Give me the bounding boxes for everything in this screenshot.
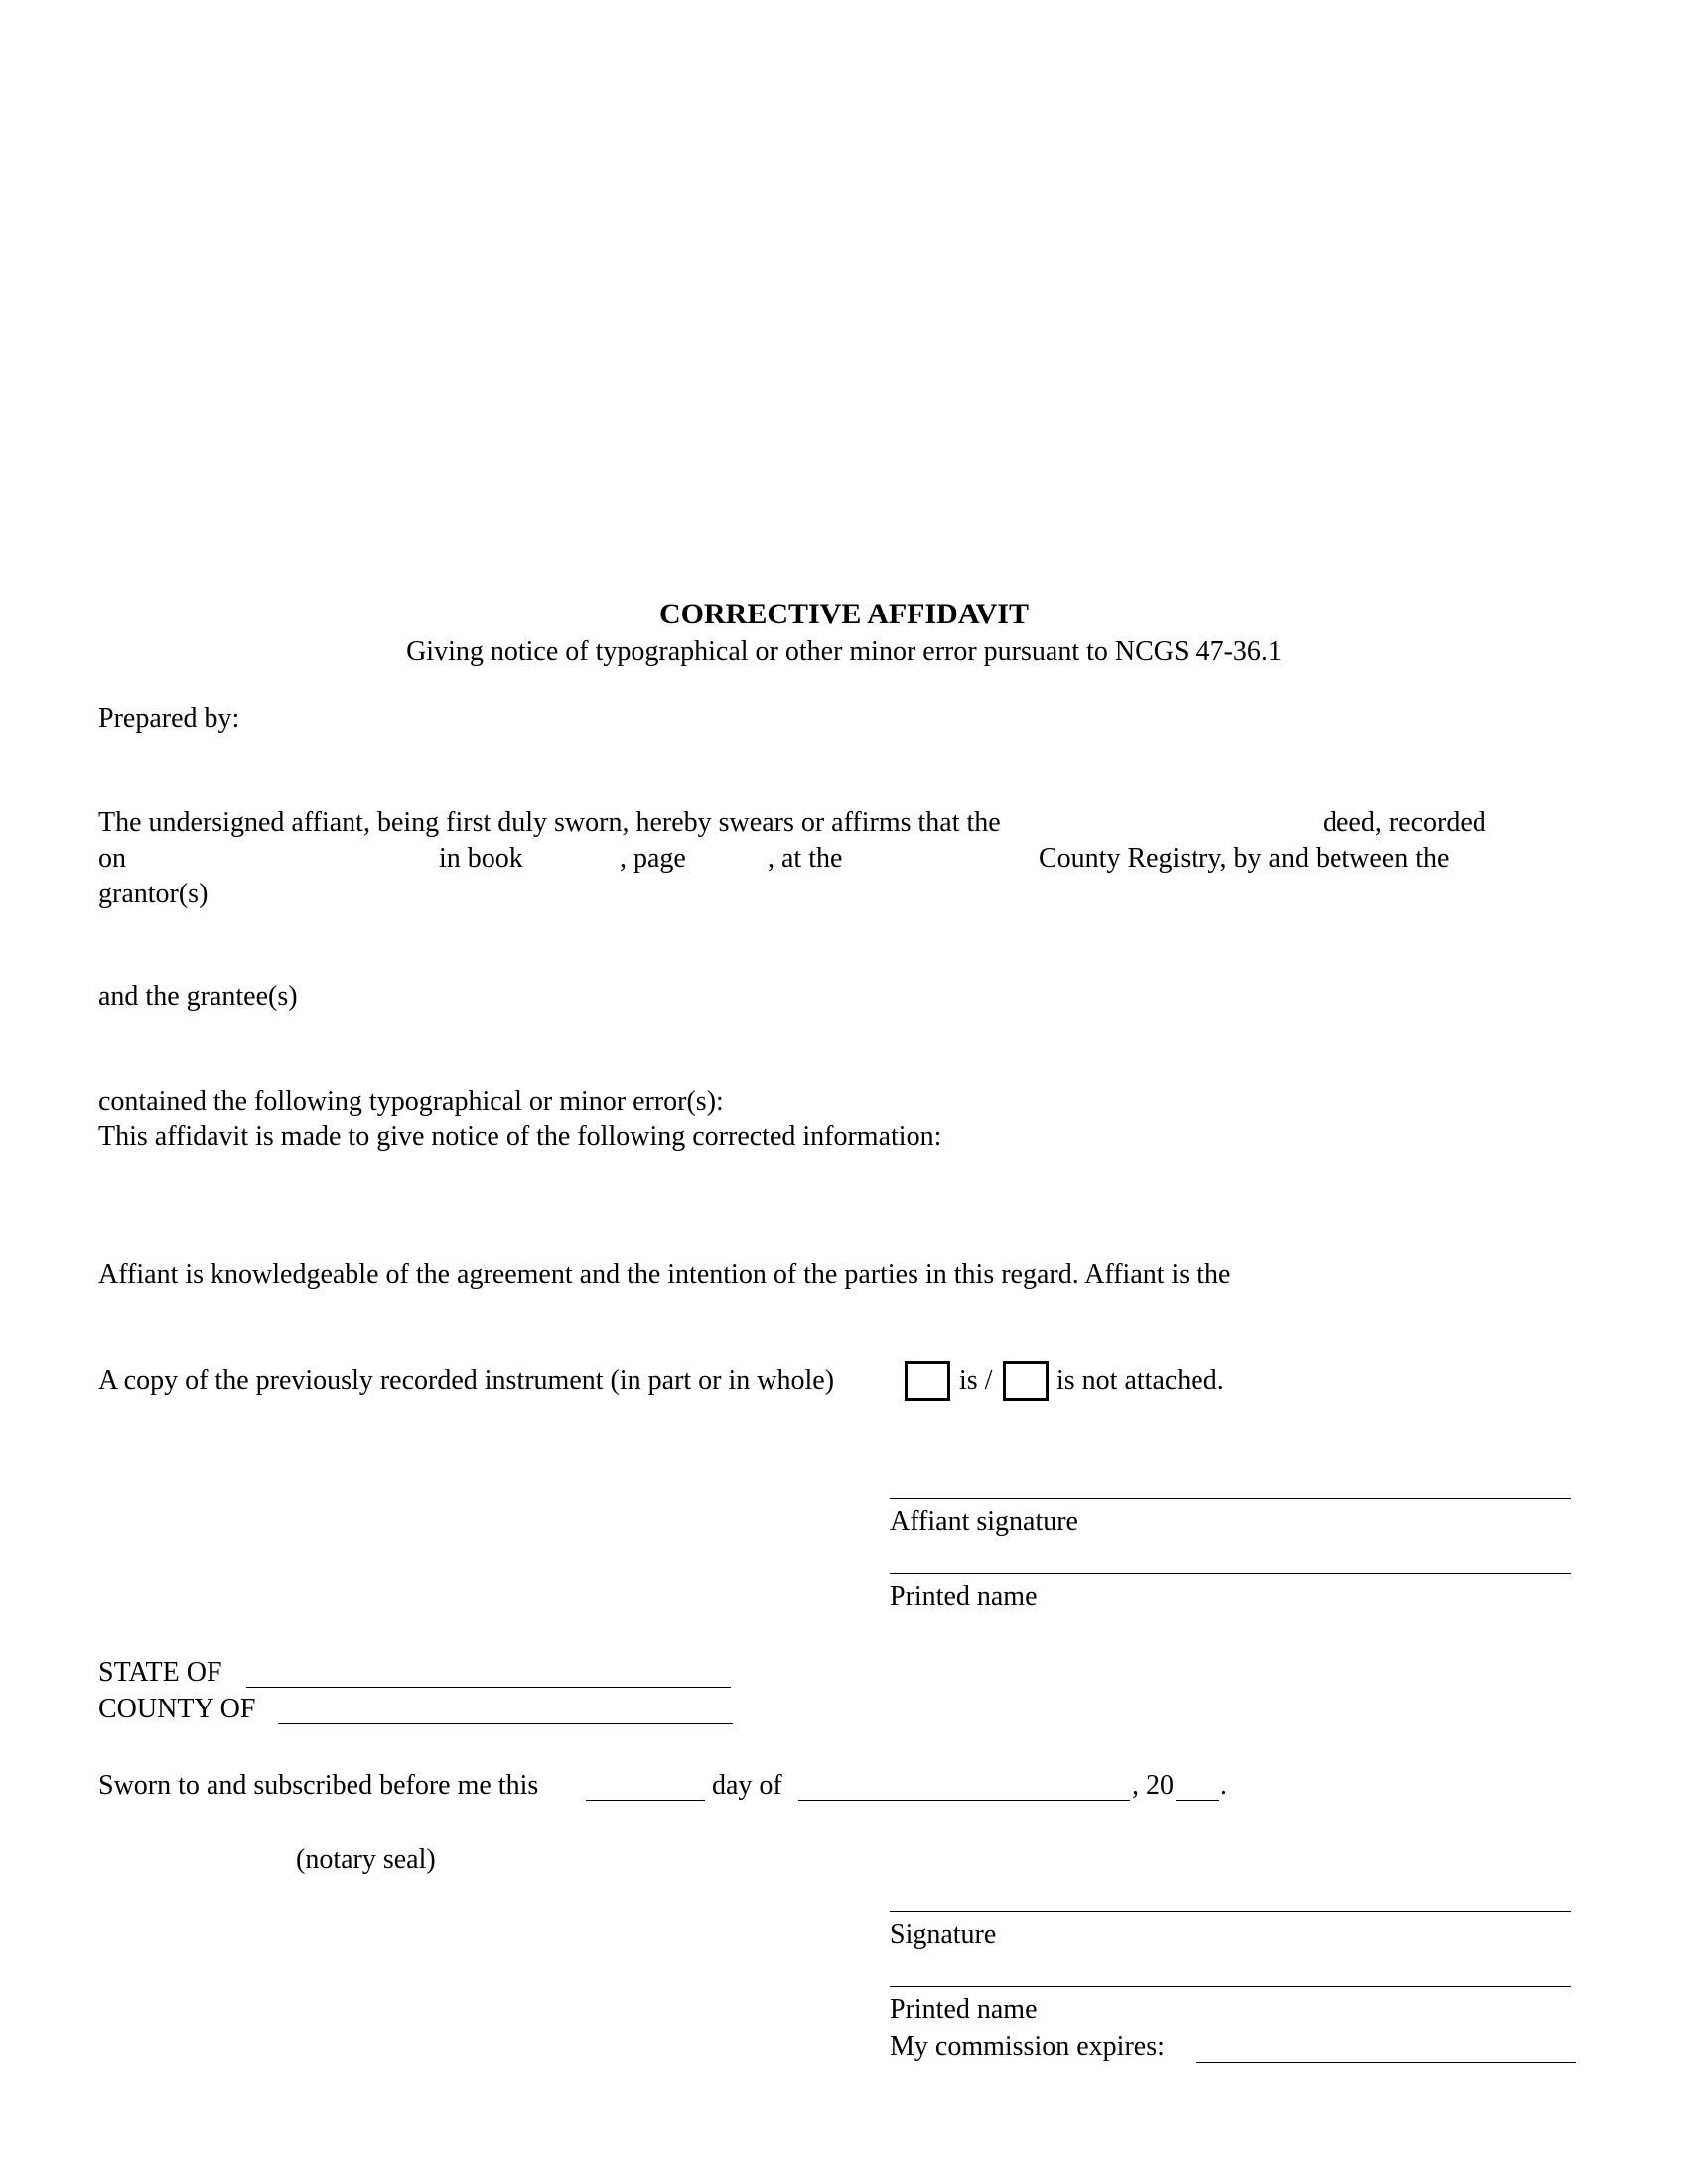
body-line2-at-the: , at the — [768, 843, 843, 874]
sworn-month-field[interactable] — [798, 1800, 1130, 1801]
sworn-year-field[interactable] — [1176, 1800, 1219, 1801]
document-subtitle: Giving notice of typographical or other minor error pursuant to NCGS 47-36.1 — [406, 636, 1282, 667]
body-line1-deed-recorded: deed, recorded — [1323, 807, 1486, 838]
prepared-by-label: Prepared by: — [98, 703, 240, 734]
notice-statement: This affidavit is made to give notice of the following corrected information: — [98, 1121, 942, 1152]
sworn-day-field[interactable] — [586, 1800, 705, 1801]
affiant-printed-name-label: Printed name — [890, 1581, 1038, 1612]
county-field[interactable] — [278, 1723, 733, 1724]
is-attached-label: is / — [959, 1365, 993, 1396]
body-line1-text: The undersigned affiant, being first duly sworn, hereby swears or affirms that the — [98, 807, 1001, 838]
affiant-printed-name-line[interactable] — [890, 1573, 1571, 1574]
is-attached-checkbox[interactable] — [905, 1361, 950, 1401]
commission-expires-field[interactable] — [1196, 2062, 1576, 2063]
book-number-field[interactable] — [536, 842, 620, 876]
commission-expires-label: My commission expires: — [890, 2031, 1165, 2062]
document-title: CORRECTIVE AFFIDAVIT — [658, 598, 1029, 630]
grantor-field[interactable] — [238, 878, 1470, 911]
body-line2-page: , page — [620, 843, 686, 874]
county-registry-field[interactable] — [860, 842, 1029, 876]
body-line2-on: on — [98, 843, 126, 874]
body-line2-county-registry: County Registry, by and between the — [1039, 843, 1450, 874]
notary-printed-name-label: Printed name — [890, 1994, 1038, 2025]
sworn-period: . — [1220, 1770, 1227, 1801]
grantee-field[interactable] — [328, 980, 1470, 1014]
grantee-label: and the grantee(s) — [98, 981, 298, 1012]
notary-seal-label: (notary seal) — [296, 1844, 436, 1875]
notary-signature-line[interactable] — [890, 1911, 1571, 1912]
notary-signature-label: Signature — [890, 1919, 997, 1950]
error-statement: contained the following typographical or minor error(s): — [98, 1086, 724, 1117]
sworn-year-prefix: , 20 — [1132, 1770, 1174, 1801]
is-not-attached-checkbox[interactable] — [1003, 1361, 1049, 1401]
state-label: STATE OF — [98, 1657, 222, 1688]
affiant-signature-label: Affiant signature — [890, 1506, 1078, 1537]
recording-date-field[interactable] — [139, 842, 427, 876]
body-line3-grantor: grantor(s) — [98, 879, 209, 909]
state-field[interactable] — [246, 1687, 731, 1688]
is-not-attached-label: is not attached. — [1056, 1365, 1224, 1396]
affiant-signature-line[interactable] — [890, 1498, 1571, 1499]
deed-type-field[interactable] — [1085, 806, 1312, 840]
knowledge-statement: Affiant is knowledgeable of the agreement and the intention of the parties in this regard. Affiant is the — [98, 1259, 1231, 1290]
page-number-field[interactable] — [695, 842, 767, 876]
body-line2-in-book: in book — [439, 843, 523, 874]
notary-printed-name-line[interactable] — [890, 1986, 1571, 1987]
copy-statement: A copy of the previously recorded instrument (in part or in whole) — [98, 1365, 835, 1396]
sworn-day-of-label: day of — [712, 1770, 782, 1801]
county-label: COUNTY OF — [98, 1694, 256, 1724]
sworn-statement: Sworn to and subscribed before me this — [98, 1770, 539, 1801]
